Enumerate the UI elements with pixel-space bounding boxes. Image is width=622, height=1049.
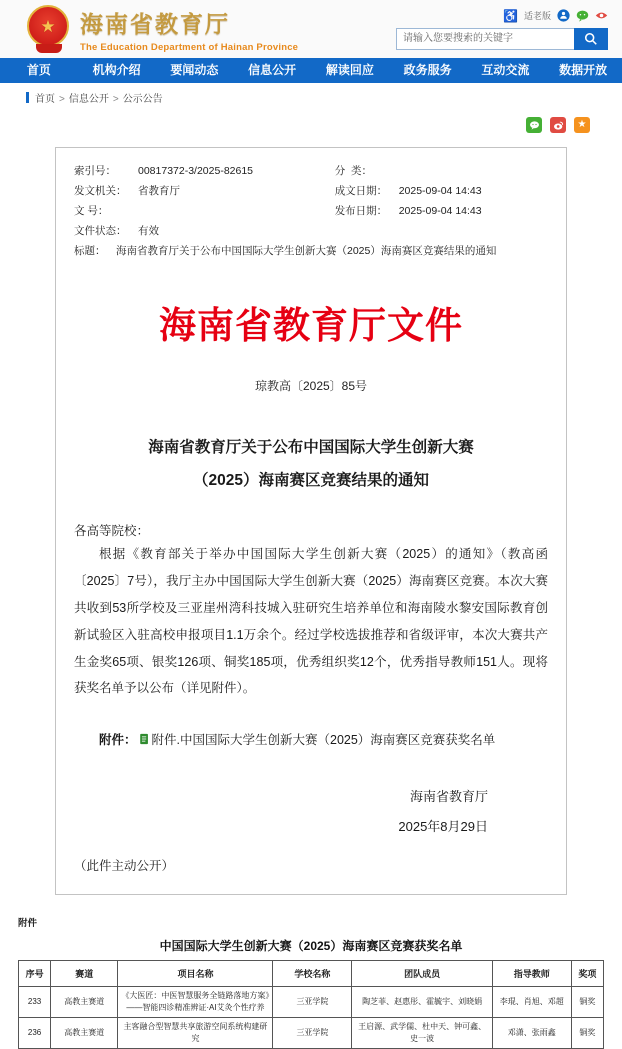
nav-item[interactable]: 要闻动态: [170, 63, 219, 77]
meta-docno-label: 文 号：: [74, 205, 109, 217]
breadcrumb: [0, 83, 622, 105]
document-title: [74, 432, 548, 497]
breadcrumb-item[interactable]: 公示公告: [122, 94, 163, 105]
meta-title-label: 标题：: [74, 245, 106, 257]
meta-issuer-label: 发文机关：: [74, 185, 127, 197]
search-button[interactable]: [574, 28, 608, 50]
table-cell: 三亚学院: [273, 987, 352, 1018]
meta-written-date-label: 成文日期：: [334, 185, 388, 197]
signature-block: [74, 782, 548, 842]
document-number: 琼教高〔2025〕85号: [254, 379, 368, 393]
document-red-header: 海南省教育厅文件: [159, 305, 463, 346]
table-cell: 邓潇、张雨鑫: [492, 1018, 571, 1049]
elder-version-link[interactable]: 适老版: [523, 11, 551, 21]
table-cell: 铜奖: [571, 987, 603, 1018]
meta-publish-date-value: 2025-09-04 14:43: [398, 205, 482, 217]
meta-index-value: 00817372-3/2025-82615: [138, 165, 254, 177]
national-emblem-icon: ★: [26, 5, 70, 53]
wheelchair-icon[interactable]: ♿: [503, 8, 518, 23]
eye-icon[interactable]: [595, 9, 608, 22]
breadcrumb-separator: >: [59, 94, 65, 105]
wechat-icon[interactable]: [576, 9, 589, 22]
nav-item[interactable]: 解读回应: [325, 63, 374, 77]
attachment-file-icon: [139, 733, 150, 745]
accessibility-bar: [503, 9, 608, 23]
attachment-section: [18, 915, 604, 1049]
favorite-star-icon[interactable]: ★: [574, 117, 590, 133]
document-body: 根据《教育部关于举办中国国际大学生创新大赛（2025）的通知》（教高函〔2025〕7号），我厅主办中国国际大学生创新大赛（2025）海南赛区竞赛。本次大赛共收到53所学校及三亚崖州湾科技城入驻研究生培养单位和海南陵水黎安国际教育创新试验区入驻高校申报项目1.1万余个。经过学校选拔推荐和省级评审，本次大赛共产生金奖65项、银奖126项、铜奖185项，优秀组织奖12个，优秀指导教师151人。现将获奖名单予以公布（详见附件）。: [74, 547, 548, 696]
nav-item[interactable]: 互动交流: [481, 63, 530, 77]
breadcrumb-accent-bar: [26, 92, 29, 103]
awards-column-header: 项目名称: [118, 961, 273, 987]
sign-date: 2025年8月29日: [398, 819, 488, 835]
awards-column-header: 序号: [19, 961, 51, 987]
site-search: [396, 28, 608, 50]
breadcrumb-item[interactable]: 首页: [35, 94, 55, 105]
meta-publish-date-label: 发布日期：: [334, 205, 388, 217]
nav-item[interactable]: 数据开放: [559, 63, 608, 77]
site-title: 海南省教育厅: [80, 10, 230, 37]
awards-table: [18, 960, 604, 1049]
site-subtitle: The Education Department of Hainan Province: [80, 41, 299, 53]
disclosure-note: （此件主动公开）: [74, 859, 175, 874]
document-meta: [74, 162, 548, 261]
awards-table-title: 中国国际大学生创新大赛（2025）海南赛区竞赛获奖名单: [159, 939, 463, 954]
table-row: [19, 1018, 604, 1049]
meta-title-value: 海南省教育厅关于公布中国国际大学生创新大赛（2025）海南赛区竞赛结果的通知: [116, 245, 497, 257]
nav-item[interactable]: 首页: [26, 63, 51, 77]
table-cell: 《大医匠：中医智慧服务全链路落地方案》——智能四诊精准辨证·AI艾灸个性疗养: [118, 987, 273, 1018]
table-row: [19, 987, 604, 1018]
breadcrumb-separator: >: [112, 94, 119, 105]
signer-name: 海南省教育厅: [409, 789, 488, 805]
site-header: [0, 0, 622, 58]
document-title-line1: 海南省教育厅关于公布中国国际大学生创新大赛: [148, 439, 474, 456]
meta-issuer-value: 省教育厅: [138, 185, 180, 197]
person-icon[interactable]: [557, 9, 570, 22]
table-cell: 李琨、肖旭、邓超: [492, 987, 571, 1018]
main-nav: [0, 58, 622, 83]
meta-written-date-value: 2025-09-04 14:43: [398, 185, 482, 197]
attachment-link[interactable]: 附件.中国国际大学生创新大赛（2025）海南赛区竞赛获奖名单: [151, 733, 496, 748]
awards-column-header: 指导教师: [492, 961, 571, 987]
nav-item[interactable]: 信息公开: [248, 63, 297, 77]
attachment-line: [74, 730, 548, 748]
attachment-section-label: 附件: [18, 918, 38, 930]
site-logo[interactable]: [26, 5, 298, 53]
document-title-line2: （2025）海南赛区竞赛结果的通知: [193, 471, 429, 489]
breadcrumb-trail: [35, 90, 163, 105]
table-cell: 高教主赛道: [51, 987, 118, 1018]
meta-status-value: 有效: [138, 225, 159, 237]
meta-index-label: 索引号：: [74, 165, 116, 177]
nav-item[interactable]: 机构介绍: [92, 63, 141, 77]
document-box: [55, 147, 567, 895]
table-cell: 王启源、武学儒、杜中天、钟可鑫、史一波: [352, 1018, 492, 1049]
table-cell: 三亚学院: [273, 1018, 352, 1049]
search-input[interactable]: [396, 28, 574, 50]
meta-category-label: 分 类：: [334, 165, 373, 177]
share-toolbar: [0, 105, 622, 133]
share-wechat-icon[interactable]: [526, 117, 542, 133]
table-cell: 铜奖: [571, 1018, 603, 1049]
nav-item[interactable]: 政务服务: [403, 63, 452, 77]
table-cell: 236: [19, 1018, 51, 1049]
meta-status-label: 文件状态：: [74, 225, 127, 237]
table-cell: 233: [19, 987, 51, 1018]
table-cell: 陶芝菲、赵惠彤、霍毓宇、刘晓娟: [352, 987, 492, 1018]
share-weibo-icon[interactable]: [550, 117, 566, 133]
awards-column-header: 学校名称: [273, 961, 352, 987]
attachment-label: 附件：: [99, 733, 137, 748]
awards-column-header: 赛道: [51, 961, 118, 987]
table-cell: 高教主赛道: [51, 1018, 118, 1049]
awards-column-header: 团队成员: [352, 961, 492, 987]
awards-column-header: 奖项: [571, 961, 603, 987]
salutation: 各高等院校：: [74, 524, 150, 539]
breadcrumb-item[interactable]: 信息公开: [68, 94, 109, 105]
search-icon: [584, 32, 598, 46]
table-cell: 主客融合型智慧共享旅游空间系统构建研究: [118, 1018, 273, 1049]
